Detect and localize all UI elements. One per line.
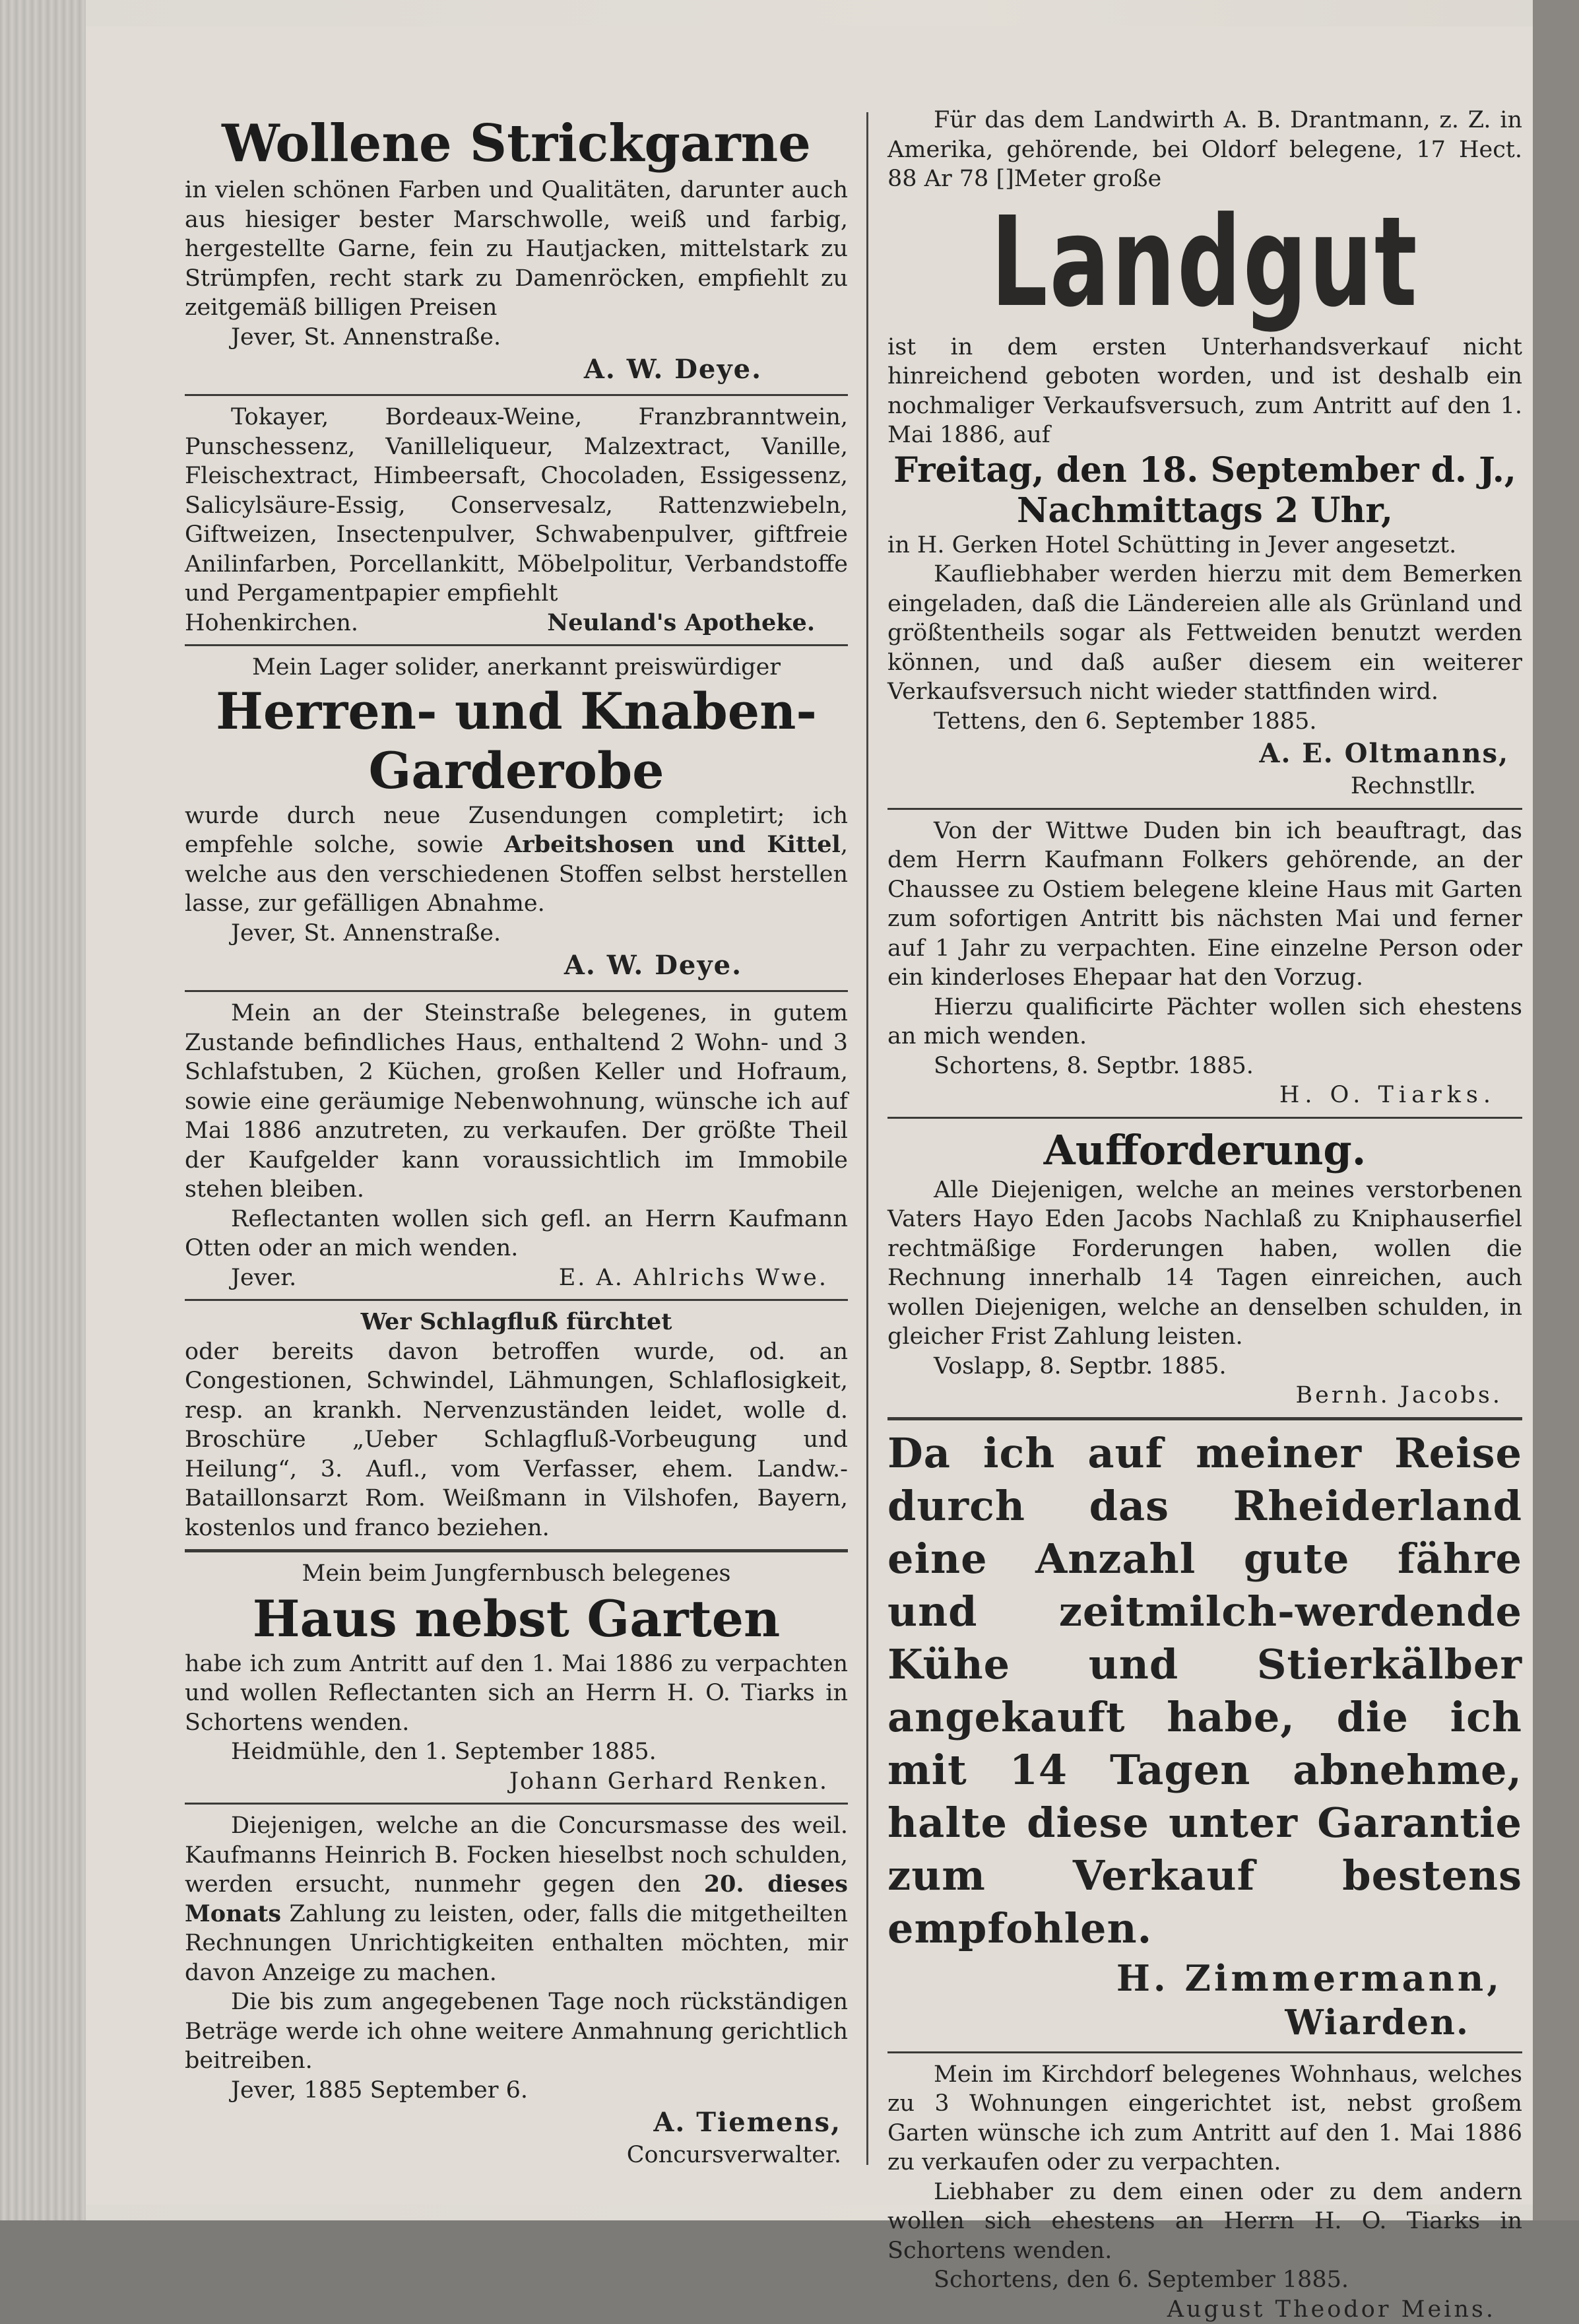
ad-place: Schortens, 8. Septbr. 1885. <box>887 1051 1522 1081</box>
ad-heading: Wer Schlagfluß fürchtet <box>185 1308 848 1337</box>
ad-body: habe ich zum Antritt auf den 1. Mai 1886 zu verpachten und wollen Reflectanten sich an Herrn H. O. Tiarks in Schortens wenden. <box>185 1649 848 1738</box>
ad-landgut <box>887 106 1522 801</box>
separator <box>185 1299 848 1301</box>
ad-body: in vielen schönen Farben und Qualitäten, darunter auch aus hiesiger bester Marschwolle, weiß und farbig, hergestellte Garne, fein zu Hautjacken, mittelstark zu Strümpfen, recht stark zu Damenröcken, empfiehlt zu zeitgemäß billigen Preisen <box>185 176 848 323</box>
ad-body-2: in H. Gerken Hotel Schütting in Jever angesetzt. <box>887 531 1522 560</box>
ad-body-2: Hierzu qualificirte Pächter wollen sich ehestens an mich wenden. <box>887 993 1522 1051</box>
ad-date-line: Freitag, den 18. September d. J., <box>887 450 1522 491</box>
ad-heading: Wollene Strickgarne <box>185 112 848 176</box>
ad-place: Voslapp, 8. Septbr. 1885. <box>887 1352 1522 1381</box>
ad-intro: Mein Lager solider, anerkannt preiswürdiger <box>185 653 848 682</box>
ad-body-2: Zahlung zu leisten, oder, falls die mitgetheilten Rechnungen Unrichtigkeiten enthalten möchten, mir davon Anzeige zu machen. <box>185 1901 848 1986</box>
ad-body-3: Die bis zum angegebenen Tage noch rückständigen Beträge werde ich ohne weitere Anmahnung gerichtlich beitreiben. <box>185 1987 848 2076</box>
ad-body: Von der Wittwe Duden bin ich beauftragt, das dem Herrn Kaufmann Folkers gehörende, an der Chaussee zu Ostiem belegene kleine Haus mit Garten zum sofortigen Antritt bis nächsten Mai und ferner auf 1 Jahr zu verpachten. Eine einzelne Person oder ein kinderloses Ehepaar hat den Vorzug. <box>887 816 1522 993</box>
ad-body: Mein im Kirchdorf belegenes Wohnhaus, welches zu 3 Wohnungen eingerichtet ist, nebst großem Garten wünsche ich zum Antritt auf den 1. Mai 1886 zu verkaufen oder zu verpachten. <box>887 2060 1522 2177</box>
ad-haus-nebst-garten <box>185 1559 848 1796</box>
ad-place: Jever, St. Annenstraße. <box>185 919 848 948</box>
ad-place: Jever, 1885 September 6. <box>185 2076 848 2106</box>
ad-signature: A. E. Oltmanns, <box>887 736 1522 772</box>
ad-place: Jever. <box>185 1263 296 1293</box>
ad-signature: A. Tiemens, <box>185 2105 848 2141</box>
ad-heading: Haus nebst Garten <box>185 1589 848 1649</box>
separator <box>887 1117 1522 1119</box>
ad-place: Tettens, den 6. September 1885. <box>887 707 1522 737</box>
ad-strickgarne <box>185 112 848 387</box>
ad-signature: H. Zimmermann, <box>887 1955 1522 2001</box>
ad-body: Mein an der Steinstraße belegenes, in gutem Zustande befindliches Haus, enthaltend 2 Wohn- und 3 Schlafstuben, 2 Küchen, großen Keller und Hofraum, sowie eine geräumige Nebenwohnung, wünsche ich auf Mai 1886 anzutreten, zu verkaufen. Der größte Theil der Kaufgelder kann voraussichtlich im Immobile stehen bleiben. <box>185 999 848 1205</box>
ad-wittwe-duden <box>887 816 1522 1110</box>
ad-haus-steinstrasse <box>185 999 848 1292</box>
ad-body-bold: 20. dieses Monats <box>185 1871 848 1927</box>
ad-aufforderung <box>887 1125 1522 1411</box>
scan-border <box>1533 0 1579 2220</box>
page-stack-edge <box>0 0 86 2220</box>
ad-signature: H. O. Tiarks. <box>887 1080 1522 1110</box>
ad-body: ist in dem ersten Unterhandsverkauf nicht hinreichend geboten worden, und ist deshalb ein nochmaliger Verkaufsversuch, zum Antritt auf den 1. Mai 1886, auf <box>887 333 1522 450</box>
ad-garderobe <box>185 653 848 983</box>
separator <box>185 1549 848 1552</box>
ad-body-bold: Arbeitshosen und Kittel <box>504 831 841 858</box>
ad-body-3: Kaufliebhaber werden hierzu mit dem Bemerken eingeladen, daß die Ländereien alle als Grünland und größtentheils sogar als Fettweiden benutzt werden können, und daß außer diesem ein weiterer Verkaufsversuch nicht wieder stattfinden wird. <box>887 560 1522 707</box>
ad-schlagfluss <box>185 1308 848 1543</box>
column-divider <box>866 112 868 2165</box>
ad-place: Heidmühle, den 1. September 1885. <box>185 1737 848 1767</box>
separator <box>185 394 848 396</box>
ad-body: Alle Diejenigen, welche an meines verstorbenen Vaters Hayo Eden Jacobs Nachlaß zu Kniphauserfiel rechtmäßige Forderungen haben, wollen die Rechnung innerhalb 14 Tagen einreichen, auch wollen Diejenigen, welche an denselben schulden, in gleicher Frist Zahlung leisten. <box>887 1176 1522 1352</box>
left-column <box>185 79 848 2170</box>
separator <box>185 1803 848 1805</box>
ad-intro: Mein beim Jungfernbusch belegenes <box>185 1559 848 1589</box>
separator <box>185 990 848 992</box>
ad-body-2: Reflectanten wollen sich gefl. an Herrn Kaufmann Otten oder an mich wenden. <box>185 1205 848 1263</box>
ad-apotheke <box>185 403 848 638</box>
separator <box>887 808 1522 810</box>
ad-signature: August Theodor Meins. <box>887 2295 1522 2324</box>
ad-signature: A. W. Deye. <box>185 352 848 387</box>
ad-concurs <box>185 1811 848 2170</box>
ad-signature: Neuland's Apotheke. <box>547 609 848 638</box>
ad-zimmermann <box>887 1427 1522 2045</box>
ad-time-line: Nachmittags 2 Uhr, <box>887 491 1522 531</box>
right-column <box>887 79 1522 2324</box>
ad-body: Tokayer, Bordeaux-Weine, Franzbranntwein, Punschessenz, Vanilleliqueur, Malzextract, Vanille, Fleischextract, Himbeersaft, Chocoladen, Essigessenz, Salicylsäure-Essig, Conservesalz, Rattenzwiebeln, Giftweizen, Insectenpulver, Schwabenpulver, giftfreie Anilinfarben, Porcellankitt, Möbelpolitur, Verbandstoffe und Pergamentpapier empfiehlt <box>185 403 848 609</box>
ad-wohnhaus-kirchdorf <box>887 2060 1522 2324</box>
ad-signature: E. A. Ahlrichs Wwe. <box>559 1263 848 1293</box>
ad-body-2: , welche aus den verschiedenen Stoffen selbst herstellen lasse, zur gefälligen Abnahme. <box>185 832 848 917</box>
separator <box>185 644 848 646</box>
ad-heading-2: Garderobe <box>185 741 848 801</box>
ad-place: Schortens, den 6. September 1885. <box>887 2265 1522 2295</box>
ad-body: Da ich auf meiner Reise durch das Rheiderland eine Anzahl gute fähre und zeitmilch-werdende Kühe und Stierkälber angekauft habe, die ich mit 14 Tagen abnehme, halte diese unter Garantie zum Verkauf bestens empfohlen. <box>887 1427 1522 1955</box>
ad-place: Jever, St. Annenstraße. <box>185 323 848 352</box>
ad-signature: A. W. Deye. <box>185 948 848 983</box>
ad-role: Rechnstllr. <box>887 772 1522 801</box>
ad-intro: Für das dem Landwirth A. B. Drantmann, z. Z. in Amerika, gehörende, bei Oldorf belegene, 17 Hect. 88 Ar 78 []Meter große <box>887 106 1522 194</box>
ad-heading: Landgut <box>977 197 1434 329</box>
ad-heading: Herren- und Knaben- <box>185 682 848 741</box>
ad-signature: Johann Gerhard Renken. <box>185 1767 848 1797</box>
ad-place: Hohenkirchen. <box>185 609 358 638</box>
ad-body: wurde durch neue Zusendungen completirt; ich empfehle solche, sowie <box>185 803 848 859</box>
ad-role: Concursverwalter. <box>185 2141 848 2170</box>
separator <box>887 1417 1522 1420</box>
ad-body: oder bereits davon betroffen wurde, od. an Congestionen, Schwindel, Lähmungen, Schlaflosigkeit, resp. an krankh. Nervenzuständen leidet, wolle d. Broschüre „Ueber Schlagfluß-Vorbeugung und Heilung“, 3. Aufl., vom Verfasser, ehem. Landw.-Bataillonsarzt Rom. Weißmann in Vilshofen, Bayern, kostenlos und franco beziehen. <box>185 1337 848 1543</box>
ad-place: Wiarden. <box>887 2001 1522 2045</box>
ad-body-2: Liebhaber zu dem einen oder zu dem andern wollen sich ehestens an Herrn H. O. Tiarks in Schortens wenden. <box>887 2177 1522 2266</box>
separator <box>887 2051 1522 2053</box>
ad-signature: Bernh. Jacobs. <box>887 1381 1522 1411</box>
ad-body: Diejenigen, welche an die Concursmasse des weil. Kaufmanns Heinrich B. Focken hieselbst noch schulden, werden ersucht, nunmehr gegen den <box>185 1812 848 1898</box>
ad-heading: Aufforderung. <box>887 1125 1522 1176</box>
